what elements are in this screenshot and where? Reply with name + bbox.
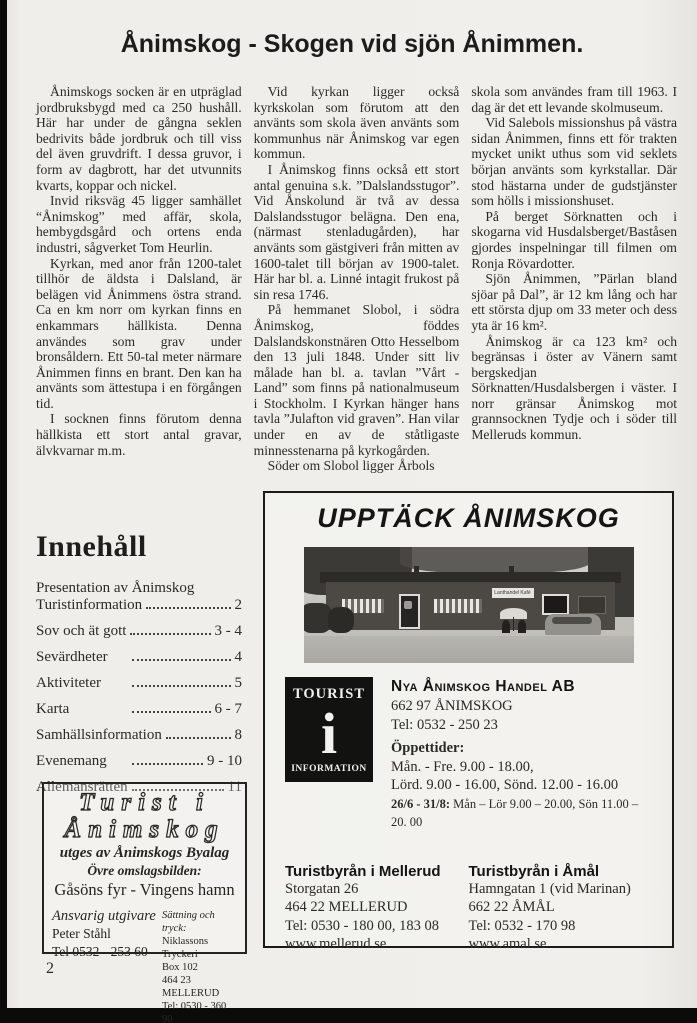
toc-page-number: 3 - 4 xyxy=(214,623,242,639)
responsible-editor xyxy=(52,907,162,1023)
editor-label: Ansvarig utgivare xyxy=(52,908,156,924)
paragraph: Invid riksväg 45 ligger samhället “Ånimskog” med affär, skola, hembygdsgård och ortens enda industri, sågverket Tom Heurlin. xyxy=(36,193,242,255)
bureau-phone: Tel: 0532 - 170 98 xyxy=(468,917,576,934)
trees-silhouette xyxy=(400,547,590,573)
toc-dot-leader xyxy=(132,685,231,687)
paragraph: Ånimskog är ca 123 km² och begränsas i öster av Vänern samt bergskedjan Sörknatten/Husdalsbergen i väster. I norr gränsar Ånimskog mot grannsocknen Tydje och i söder till Melleruds kommun. xyxy=(471,333,678,443)
toc-page-number: 11 xyxy=(227,779,242,795)
toc-item-sov-och-at-gott xyxy=(36,623,242,640)
toc-dot-leader xyxy=(166,737,231,739)
cover-image-caption: Gåsöns fyr - Vingens hamn xyxy=(54,880,235,899)
summer-period: 26/6 - 31/8: xyxy=(391,796,451,811)
article-column-3 xyxy=(471,84,677,474)
bureau-city: 662 22 ÅMÅL xyxy=(468,899,555,915)
toc-label: Evenemang xyxy=(36,753,107,769)
scan-edge-left xyxy=(0,0,7,1023)
striped-awning xyxy=(434,599,482,613)
shop-phone: Tel: 0532 - 250 23 xyxy=(391,716,498,733)
toc-label: Sevärdheter xyxy=(36,649,108,665)
advert-box xyxy=(263,491,674,952)
page-number: 2 xyxy=(46,960,54,977)
opening-hours-label: Öppettider: xyxy=(391,740,465,756)
paragraph: skola som användes fram till 1963. I dag är det ett levande skolmuseum. xyxy=(471,84,678,115)
paragraph: I socknen finns förutom denna hällkista ett stort antal gravar, älvkvarnar m.m. xyxy=(36,411,242,458)
shop-window xyxy=(542,594,569,615)
toc-label: Karta xyxy=(36,701,70,717)
bureau-name: Turistbyrån i Mellerud xyxy=(285,862,441,880)
print-label: Sättning och tryck: xyxy=(162,910,215,934)
paragraph: Kyrkan, med anor från 1200-talet tillhör de äldsta i Dalsland, är belägen vid Ånimmens östra strand. Ca en km norr om kyrkan finns en enkammars hällkista. Denna användes som grav under bronsåldern. Ett 50-tal meter närmare Ånimmen finns en brant. Den kan ha använts som ättestupa i en förgången tid. xyxy=(36,255,242,411)
paragraph: På berget Sörknatten och i skogarna vid Husdalsberget/Baståsen gjordes inspelningar till filmen om Ronja Rövardotter. xyxy=(471,208,678,271)
toc-dot-leader xyxy=(132,763,203,765)
opening-hours-weekend: Lörd. 9.00 - 16.00, Sönd. 12.00 - 16.00 xyxy=(391,777,619,793)
toc-item-presentation xyxy=(36,580,242,614)
tourist-information-logo xyxy=(285,677,373,782)
parasol-pole xyxy=(513,617,514,631)
toc-page-number: 2 xyxy=(234,597,242,613)
print-phone: Tel: 0530 - 360 90 xyxy=(162,1001,227,1023)
toc-label: Aktiviteter xyxy=(36,675,101,691)
article-column-1 xyxy=(36,84,242,474)
toc-page-number: 8 xyxy=(234,727,242,743)
toc-label: Allemansrätten xyxy=(36,779,128,795)
toc-item-aktiviteter xyxy=(36,675,242,692)
toc-heading: Innehåll xyxy=(36,530,147,563)
toc-page-number: 5 xyxy=(234,675,242,691)
toc-dot-leader xyxy=(130,633,210,635)
toc-label: Sov och ät gott xyxy=(36,623,127,639)
toc-dot-leader xyxy=(132,659,231,661)
print-company: Niklassons Tryckeri xyxy=(162,936,209,960)
publisher-title-line2: Ånimskog xyxy=(64,816,225,843)
tourist-bureau-mellerud xyxy=(285,863,469,954)
paragraph: Söder om Slobol ligger Årbols xyxy=(267,458,435,474)
page-title: Ånimskog - Skogen vid sjön Ånimmen. xyxy=(120,30,584,58)
opening-hours-weekdays: Mån. - Fre. 9.00 - 18.00, xyxy=(391,758,534,775)
shop-address: 662 97 ÅNIMSKOG xyxy=(391,698,513,714)
paragraph: På hemmanet Slobol, i södra Ånimskog, föddes Dalslandskonstnären Otto Hesselbom den 13 juli 1848. Under sitt liv målade han bl. a. tavlan ”Vårt - Land” som finns på nationalmuseum i Stockholm. I Kyrkan hänger hans tavla ”Julafton vid graven”. Han vilar under en av de ståtligaste minnesstenarna på kyrkogården. xyxy=(253,302,460,458)
print-address: 464 23 MELLERUD xyxy=(162,975,220,999)
chimney xyxy=(414,566,419,573)
bureau-website: www.mellerud.se xyxy=(285,936,387,952)
toc-page-number: 6 - 7 xyxy=(214,701,242,717)
shop-sign: Lanthandel Kafé xyxy=(492,588,534,598)
bureau-name: Turistbyrån i Åmål xyxy=(468,862,600,880)
logo-text-information: INFORMATION xyxy=(291,763,367,774)
gravel-ground xyxy=(304,636,634,663)
paragraph: Vid kyrkan ligger också kyrkskolan som förutom att den använts som skola även använts som kommunhus när Ånimskog var egen kommun. xyxy=(253,84,460,162)
publisher-subtitle: utges av Ånimskogs Byalag xyxy=(59,845,230,861)
storefront-photo xyxy=(304,547,634,663)
shop-details xyxy=(391,677,652,832)
table-of-contents xyxy=(36,530,242,796)
paragraph: Vid Salebols missionshus på västra sidan Ånimmen, finns ett för trakten mycket unikt uthus som vid seklets början använts som kyrkstallar. Där stod hästarna under de gudstjänster som hölls i missionshuset. xyxy=(471,115,678,209)
article-body xyxy=(36,84,677,474)
bureau-street: Storgatan 26 xyxy=(285,880,359,897)
notice-board xyxy=(578,596,606,614)
bureau-phone: Tel: 0530 - 180 00, 183 08 xyxy=(285,917,440,934)
paragraph: Sjön Ånimmen, ”Pärlan bland sjöar på Dal”, är 12 km lång och har ett största djup om 33 meter och dess yta är 16 km². xyxy=(471,271,678,333)
printing-info xyxy=(162,907,237,1023)
toc-item-evenemang xyxy=(36,753,242,770)
toc-page-number: 9 - 10 xyxy=(207,753,242,769)
shop-name: Nya Ånimskog Handel AB xyxy=(391,678,576,695)
opening-hours-summer xyxy=(391,795,652,832)
info-icon: i xyxy=(320,700,338,766)
summer-hours: Mån – Lör 9.00 – 20.00, Sön 11.00 – 20. 00 xyxy=(391,796,639,829)
toc-label: Turistinformation xyxy=(36,597,143,613)
chimney xyxy=(509,566,514,573)
editor-phone: Tel 0532 - 253 60 xyxy=(52,944,148,959)
person-silhouette xyxy=(518,620,526,633)
bureau-street: Hamngatan 1 (vid Marinan) xyxy=(468,880,631,897)
publisher-info-box xyxy=(42,782,247,1023)
toc-item-samhallsinformation xyxy=(36,727,242,744)
bureau-website: www.amal.se xyxy=(468,936,547,952)
shop-door xyxy=(399,594,420,629)
toc-item-sevardheter xyxy=(36,649,242,666)
paragraph: Ånimskogs socken är en utpräglad jordbruksbygd med ca 250 hushåll. Här har under de gångna seklen bedrivits både jordbruk och till viss del även gruvdrift. I dessa gruvor, i form av dagbrott, har det utvunnits kvarts, koppar och nickel. xyxy=(36,84,242,193)
advert-heading: UPPTÄCK ÅNIMSKOG xyxy=(317,503,620,533)
toc-item-karta xyxy=(36,701,242,718)
toc-label: Samhällsinformation xyxy=(36,727,162,743)
paragraph: I Ånimskog finns också ett stort antal genuina s.k. ”Dalslandsstugor”. Vid Ånskolund är två av dessa Dalslandsstugor belägna. Den ena, (närmast stenladugården), har använts som gästgiveri från mitten av 1600-talet till början av 1900-talet. Här har bl. a. Linné intagit frukost på sin resa 1746. xyxy=(253,161,460,302)
person-silhouette xyxy=(502,620,510,633)
article-column-2 xyxy=(254,84,460,474)
tourist-bureau-amal xyxy=(469,863,653,954)
toc-dot-leader xyxy=(146,607,230,609)
print-box: Box 102 xyxy=(162,962,198,973)
toc-page-number: 4 xyxy=(234,649,242,665)
publisher-title-line1: Turist i xyxy=(79,789,210,816)
bush-silhouette xyxy=(328,607,354,633)
cover-image-label: Övre omslagsbilden: xyxy=(87,863,202,878)
toc-label: Presentation av Ånimskog xyxy=(36,580,195,596)
toc-dot-leader xyxy=(132,711,211,713)
logo-text-tourist: TOURIST xyxy=(292,686,365,702)
door-glass xyxy=(404,601,412,609)
car-windows xyxy=(552,617,592,624)
editor-name: Peter Ståhl xyxy=(52,926,111,941)
bureau-city: 464 22 MELLERUD xyxy=(285,899,408,915)
